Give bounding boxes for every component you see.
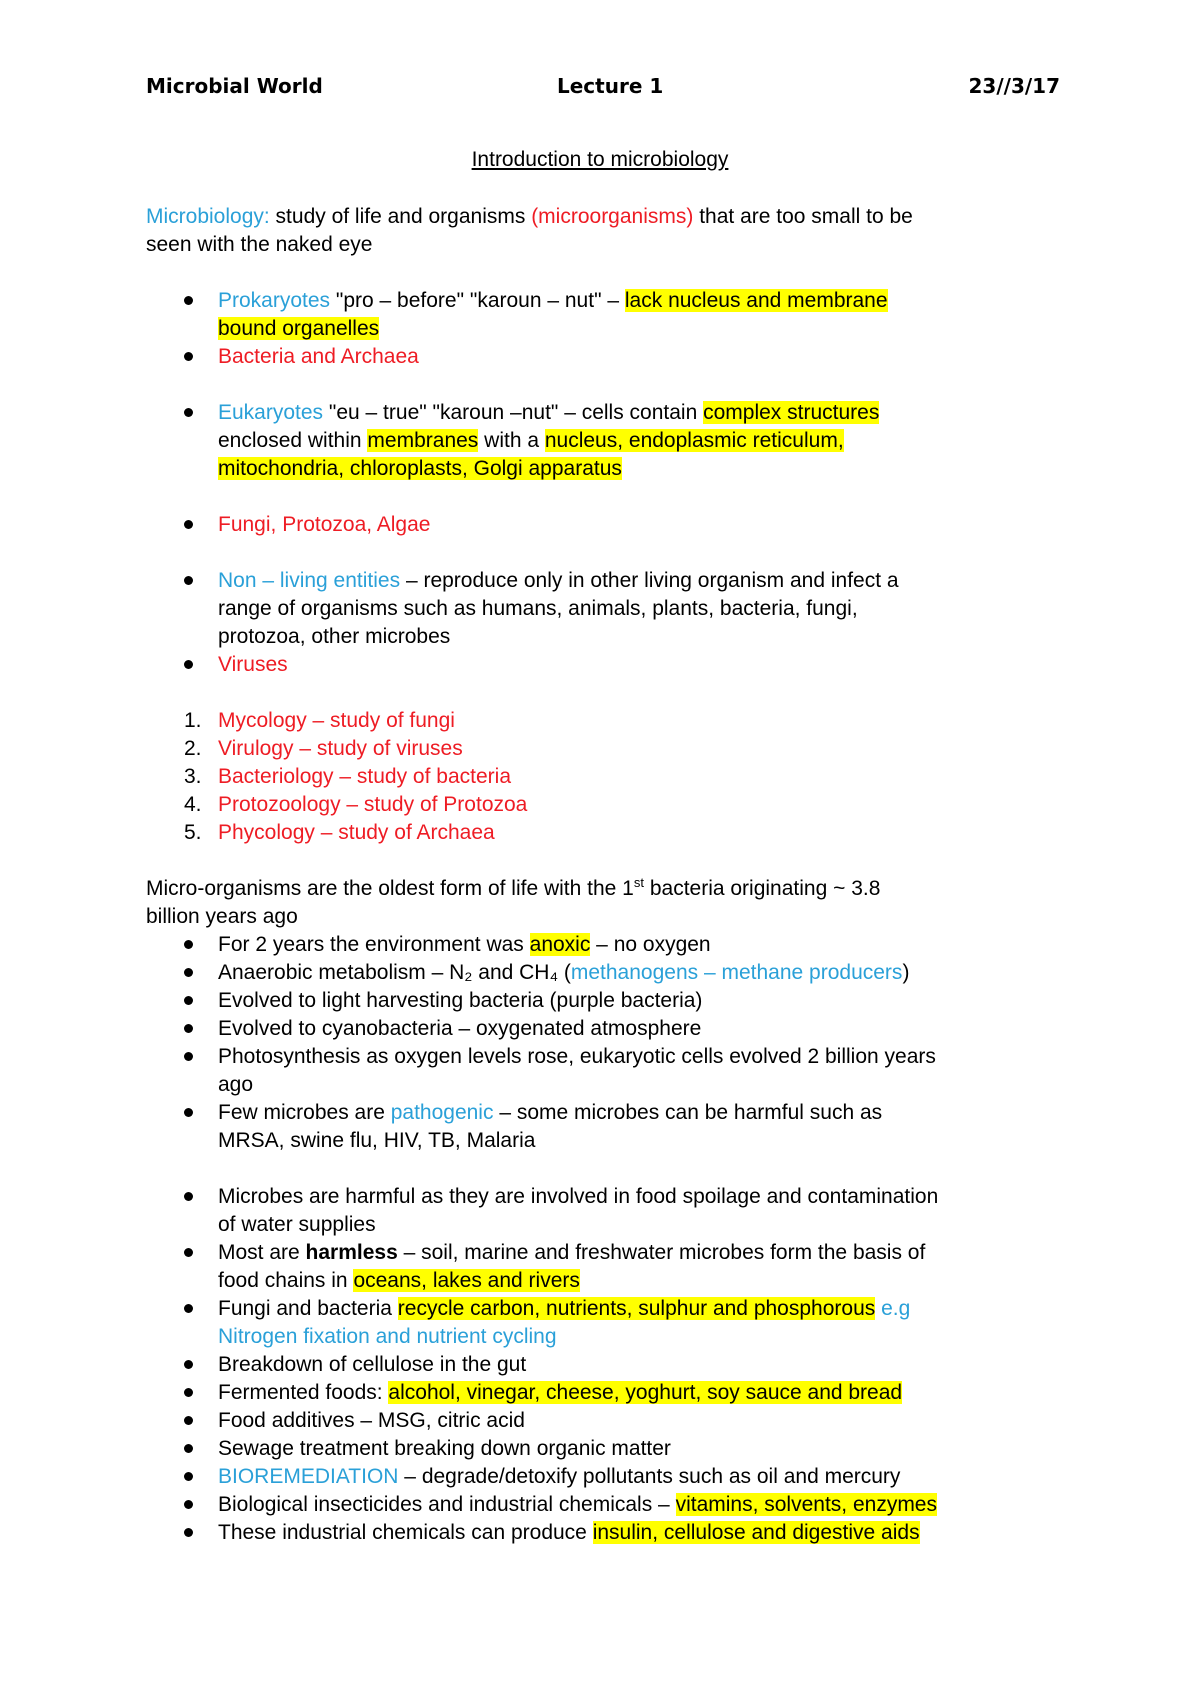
bullet-icon	[184, 940, 193, 949]
bullet-icon	[184, 1388, 193, 1397]
list-item-cont: protozoa, other microbes	[218, 625, 451, 648]
definition-term: Microbiology:	[146, 205, 270, 228]
list-number: 1.	[184, 709, 202, 732]
list-item-cont: mitochondria, chloroplasts, Golgi apparatus	[218, 457, 622, 480]
list-number: 4.	[184, 793, 202, 816]
list-item: Eukaryotes "eu – true" "karoun –nut" – cells contain complex structures	[218, 401, 880, 424]
list-item: Evolved to cyanobacteria – oxygenated atmosphere	[218, 1017, 702, 1040]
definition-line-1: Microbiology: study of life and organisms (microorganisms) that are too small to be	[146, 205, 913, 228]
lecture-number: Lecture 1	[557, 74, 664, 98]
history-paragraph-2: billion years ago	[146, 905, 298, 928]
list-item: Biological insecticides and industrial chemicals – vitamins, solvents, enzymes	[218, 1493, 937, 1516]
bullet-icon	[184, 968, 193, 977]
list-item: For 2 years the environment was anoxic – no oxygen	[218, 933, 711, 956]
list-item: Few microbes are pathogenic – some microbes can be harmful such as	[218, 1101, 883, 1124]
list-item-cont: range of organisms such as humans, animals, plants, bacteria, fungi,	[218, 597, 858, 620]
history-paragraph-1: Micro-organisms are the oldest form of life with the 1st bacteria originating ~ 3.8	[146, 875, 881, 900]
list-item-cont: enclosed within membranes with a nucleus, endoplasmic reticulum,	[218, 429, 844, 452]
list-item: Microbes are harmful as they are involved in food spoilage and contamination	[218, 1185, 939, 1208]
list-item-cont: bound organelles	[218, 317, 380, 340]
study-item: Protozoology – study of Protozoa	[218, 793, 528, 816]
bullet-icon	[184, 1528, 193, 1537]
page-header	[146, 74, 1060, 104]
bullet-icon	[184, 352, 193, 361]
definition-line-2: seen with the naked eye	[146, 233, 373, 256]
list-item: These industrial chemicals can produce insulin, cellulose and digestive aids	[218, 1521, 920, 1544]
bullet-icon	[184, 296, 193, 305]
list-item: Viruses	[218, 653, 288, 676]
bullet-icon	[184, 408, 193, 417]
list-item: Breakdown of cellulose in the gut	[218, 1353, 527, 1376]
list-item: Most are harmless – soil, marine and freshwater microbes form the basis of	[218, 1241, 926, 1264]
study-item: Bacteriology – study of bacteria	[218, 765, 511, 788]
list-item: Fermented foods: alcohol, vinegar, cheese, yoghurt, soy sauce and bread	[218, 1381, 903, 1404]
list-item: Anaerobic metabolism – N₂ and CH₄ (methanogens – methane producers)	[218, 961, 910, 984]
list-item: Photosynthesis as oxygen levels rose, eukaryotic cells evolved 2 billion years	[218, 1045, 936, 1068]
list-item-cont: MRSA, swine flu, HIV, TB, Malaria	[218, 1129, 536, 1152]
list-item: Evolved to light harvesting bacteria (purple bacteria)	[218, 989, 703, 1012]
list-number: 5.	[184, 821, 202, 844]
list-item-cont: of water supplies	[218, 1213, 376, 1236]
list-number: 3.	[184, 765, 202, 788]
list-item: Bacteria and Archaea	[218, 345, 419, 368]
bullet-icon	[184, 576, 193, 585]
bullet-icon	[184, 1052, 193, 1061]
bullet-icon	[184, 1248, 193, 1257]
list-number: 2.	[184, 737, 202, 760]
bullet-icon	[184, 1360, 193, 1369]
list-item: Non – living entities – reproduce only in other living organism and infect a	[218, 569, 899, 592]
bullet-icon	[184, 1500, 193, 1509]
bullet-icon	[184, 996, 193, 1005]
bullet-icon	[184, 1192, 193, 1201]
lecture-date: 23//3/17	[968, 74, 1060, 98]
list-item-cont: food chains in oceans, lakes and rivers	[218, 1269, 580, 1292]
list-item-cont: ago	[218, 1073, 254, 1096]
list-item: BIOREMEDIATION – degrade/detoxify pollutants such as oil and mercury	[218, 1465, 901, 1488]
bullet-icon	[184, 1472, 193, 1481]
bullet-icon	[184, 1024, 193, 1033]
study-item: Mycology – study of fungi	[218, 709, 455, 732]
list-item: Food additives – MSG, citric acid	[218, 1409, 525, 1432]
bullet-icon	[184, 660, 193, 669]
study-item: Phycology – study of Archaea	[218, 821, 495, 844]
bullet-icon	[184, 1416, 193, 1425]
list-item: Sewage treatment breaking down organic matter	[218, 1437, 671, 1460]
list-item: Fungi and bacteria recycle carbon, nutrients, sulphur and phosphorous e.g	[218, 1297, 911, 1320]
course-title: Microbial World	[146, 74, 323, 98]
bullet-icon	[184, 1108, 193, 1117]
list-item: Fungi, Protozoa, Algae	[218, 513, 431, 536]
bullet-icon	[184, 520, 193, 529]
bullet-icon	[184, 1304, 193, 1313]
bullet-icon	[184, 1444, 193, 1453]
list-item-cont: Nitrogen fixation and nutrient cycling	[218, 1325, 557, 1348]
study-item: Virulogy – study of viruses	[218, 737, 463, 760]
list-item: Prokaryotes "pro – before" "karoun – nut" – lack nucleus and membrane	[218, 289, 888, 312]
page-title: Introduction to microbiology	[471, 148, 729, 171]
